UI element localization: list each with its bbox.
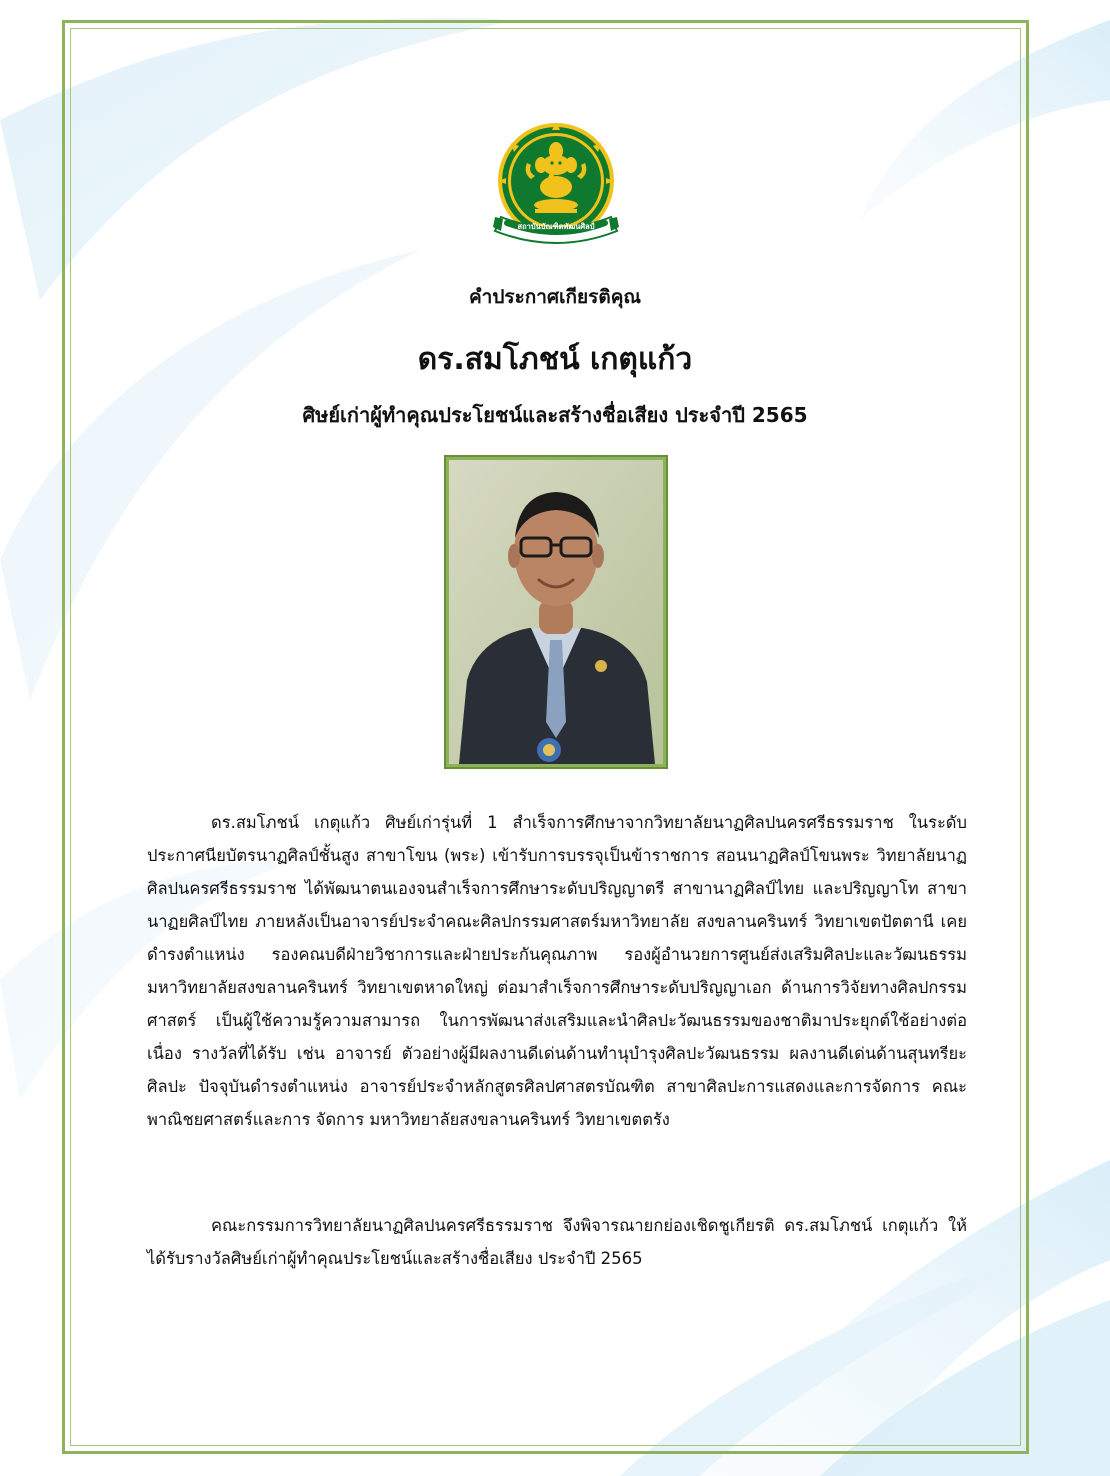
logo-ribbon-text: สถาบันบัณฑิตพัฒนศิลป์	[517, 222, 595, 231]
ganesha-emblem-icon	[491, 121, 621, 247]
announcement-heading: คำประกาศเกียรติคุณ	[468, 286, 642, 308]
biography-paragraph: ดร.สมโภชน์ เกตุแก้ว ศิษย์เก่ารุ่นที่ 1 สำเร็จการศึกษาจากวิทยาลัยนาฏศิลปนครศรีธรรมราช ในระดับประกาศนียบัตรนาฏศิลป์ชั้นสูง สาขาโขน (พระ) เข้ารับการบรรจุเป็นข้าราชการ สอนนาฏศิลป์โขนพระ วิทยาลัยนาฏศิลปนครศรีธรรมราช ได้พัฒนาตนเองจนสำเร็จการศึกษาระดับปริญญาตรี สาขานาฏศิลป์ไทย และปริญญาโท สาขานาฏยศิลป์ไทย ภายหลังเป็นอาจารย์ประจำคณะศิลปกรรมศาสตร์มหาวิทยาลัย สงขลานครินทร์ วิทยาเขตปัตตานี เคยดำรงตำแหน่ง รองคณบดีฝ่ายวิชาการและฝ่ายประกันคุณภาพ รองผู้อำนวยการศูนย์ส่งเสริมศิลปะและวัฒนธรรม มหาวิทยาลัยสงขลานครินทร์ วิทยาเขตหาดใหญ่ ต่อมาสำเร็จการศึกษาระดับปริญญาเอก ด้านการวิจัยทางศิลปกรรมศาสตร์ เป็นผู้ใช้ความรู้ความสามารถ ในการพัฒนาส่งเสริมและนำศิลปะวัฒนธรรมของชาติมาประยุกต์ใช้อย่างต่อเนื่อง รางวัลที่ได้รับ เช่น อาจารย์ ตัวอย่างผู้มีผลงานดีเด่นด้านทำนุบำรุงศิลปะวัฒนธรรม ผลงานดีเด่นด้านสุนทรียะศิลปะ ปัจจุบันดำรงตำแหน่ง อาจารย์ประจำหลักสูตรศิลปศาสตรบัณฑิต สาขาศิลปะการแสดงและการจัดการ คณะพาณิชยศาสตร์และการ จัดการ มหาวิทยาลัยสงขลานครินทร์ วิทยาเขตตรัง	[147, 813, 967, 1129]
honoree-name: ดร.สมโภชน์ เกตุแก้ว	[417, 342, 693, 377]
portrait-frame	[446, 457, 666, 767]
commendation-paragraph: คณะกรรมการวิทยาลัยนาฏศิลปนครศรีธรรมราช จึงพิจารณายกย่องเชิดชูเกียรติ ดร.สมโภชน์ เกตุแก้ว ให้ได้รับรางวัลศิษย์เก่าผู้ทำคุณประโยชน์และสร้างชื่อเสียง ประจำปี 2565	[147, 1216, 967, 1268]
portrait-photo-icon	[449, 460, 663, 764]
award-title: ศิษย์เก่าผู้ทำคุณประโยชน์และสร้างชื่อเสียง ประจำปี 2565	[302, 403, 808, 427]
